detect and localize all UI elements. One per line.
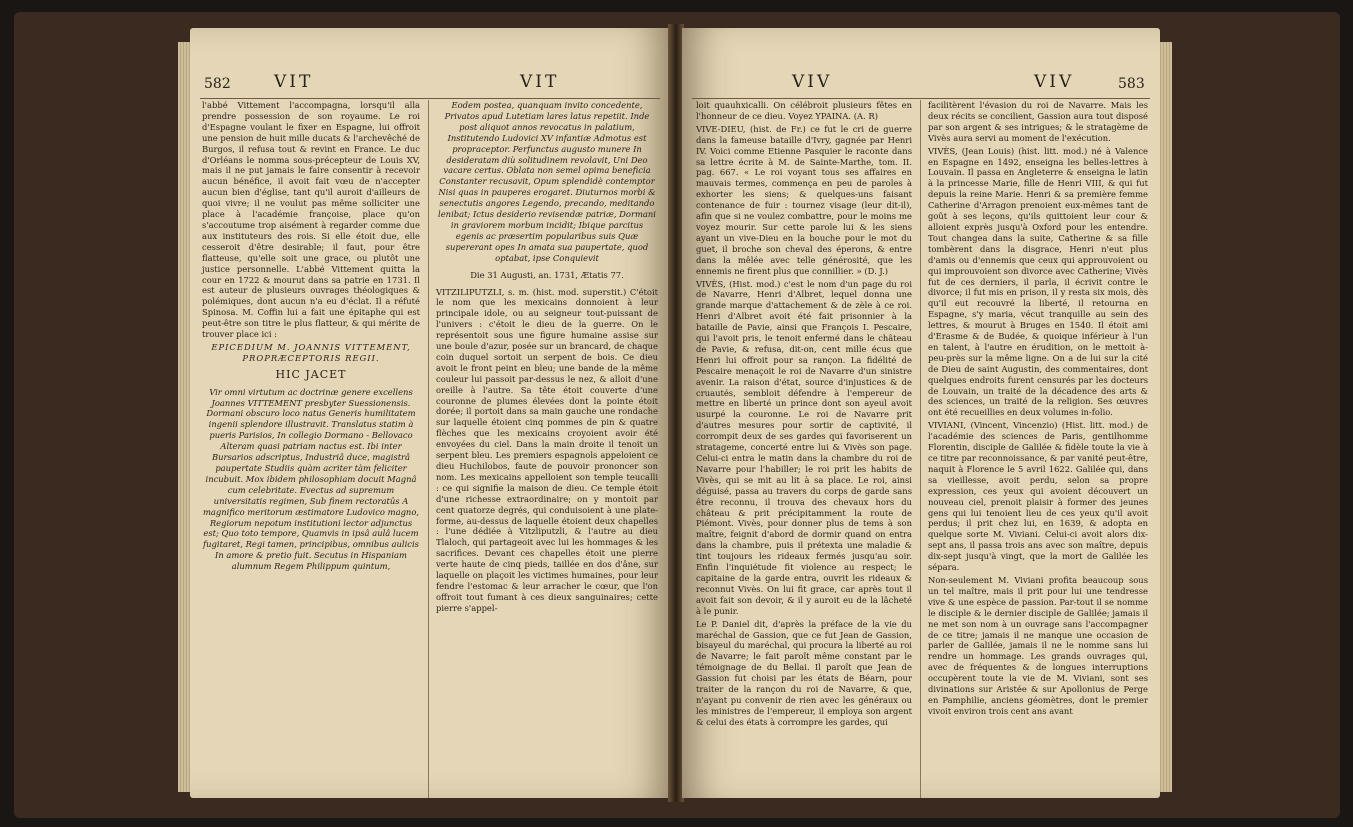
paragraph: VIVÈS, (Jean Louis) (hist. litt. mod.) né à Valence en Espagne en 1492, enseigna les belles-lettres à Louvain. Il passa en Angleterre & enseigna le latin à la princesse Marie, fille de Henri VIII, & qui fut depuis la reine Marie. Henri & sa première femme Catherine d'Arragon prenoient eux-mêmes tant de goût à ses leçons, qu'ils quittoient leur cour & alloient exprès jusqu'à Oxford pour les entendre. Tout changea dans la suite, Catherine & sa fille tombèrent dans la disgrace, Henri n'eut plus d'amis ou d'ennemis que ceux qui approuvoient ou qui improuvoient son divorce avec Catherine; Vivès fut de ces derniers, il parla, il écrivit contre le divorce; il fut mis en prison, il y resta six mois, dès qu'il eut recouvré la liberté, il retourna en Espagne, s'y maria, vécut tranquille au sein des lettres, & mourut à Bruges en 1540. Il étoit ami d'Erasme & de Budée, & quoique inférieur à l'un en talent, à l'autre en érudition, on le mettoit à-peu-près sur la même ligne. On a de lui sur la cité de Dieu de saint Augustin, des commentaires, dont quelques endroits furent censurés par les docteurs de Louvain, un traité de la décadence des arts & des sciences, un traité de la religion. Ses œuvres ont été recueillies en deux volumes in-folio. (928, 145, 1148, 418)
header-rule (692, 98, 1150, 99)
page-number: 582 (204, 76, 231, 92)
page-number: 583 (1118, 76, 1145, 92)
text-column (436, 100, 658, 616)
epitaph-text: Eodem postea, quanquam invito concedente, Privatos apud Lutetiam lares latus repetiit. Inde post aliquot annos revocatus in palatium, Institutendo Ludovici XV infantiæ Admotus est propraceptor. Perfunctus augusto munere In desideratam diù solitudinem revolavit, Uni Deo vacare certus. Oblata non semel opima beneficia Constanter recusavit, Opum splendidè contemptor Nisi quas in pauperes erogaret. Diuturnos morbi & senectutis angores Legendo, precando, meditando lenibat; Ictus desiderio revisendæ patriæ, Dormani in graviorem morbum incidit; Ibique parcitus egenis ac præsertim popularibus suis Quæ supererant opes In amata sua paupertate, quod optabat, ipse Conquievit (438, 100, 656, 263)
running-header: VIV (792, 72, 833, 92)
paragraph: VIVE-DIEU, (hist. de Fr.) ce fut le cri de guerre dans la fameuse bataille d'Ivry, gagnée par Henri IV. Voici comme Etienne Pasquier le raconte dans sa lettre écrite à M. de Sainte-Marthe, tom. II. pag. 667. « Le roi voyant tous ses affaires en mauvais termes, commença en peu de paroles à exhorter les siens; & quelques-uns faisant contenance de fuir : tournez visage (leur dit-il), afin que si ne voulez combattre, pour le moins me voyez mourir. Sur cette parole lui & les siens ayant un vive-Dieu en la bouche pour le mot du guet, il broche son cheval des éperons, & entre dans la mêlée avec telle générosité, que les ennemis ne firent plus que connillier. » (D. J.) (696, 123, 912, 276)
text-column (202, 100, 420, 574)
left-page (190, 28, 670, 798)
header-rule (200, 98, 660, 99)
column-divider (428, 100, 429, 798)
running-header: VIV (1034, 72, 1075, 92)
right-page (682, 28, 1160, 798)
epitaph-text: Vir omni virtutum ac doctrinæ genere excellens Joannes VITTEMENT presbyter Suessionensis. Dormani obscuro loco natus Generis humilitatem ingenii splendore illustravit. Translatus statim à pueris Parisios, In collegio Dormano - Bellovaco Alteram quasi patriam nactus est. Ibi inter Bursarios adscriptus, Industriâ duce, magistrâ paupertate Studiis quàm acriter tàm feliciter incubuit. Mox ibidem philosophiam docuit Magnâ cum celebritate. Evectus ad supremum universitatis regimen, Sub finem rectoratûs A magnifico meritorum æstimatore Ludovico magno, Regiorum nepotum institutioni lector adjunctus est; Quo toto tempore, Quamvis in ipsâ aulâ lucem fugitaret, Regi tamen, principibus, omnibus aulicis In amore & pretio fuit. Secutus in Hispaniam alumnum Regem Philippum quintum, (202, 386, 420, 572)
paragraph: l'abbé Vittement l'accompagna, lorsqu'il alla prendre possession de son royaume. Le roi d'Espagne voulant le fixer en Espagne, lui offroit une pension de huit mille ducats & l'archevêché de Burgos, il refusa tout & revint en France. Le duc d'Orléans le nomma sous-précepteur de Louis XV, mais il ne put jamais le faire consentir à recevoir aucun bénéfice, il avoit fait vœu de n'accepter aucun bien d'église, tant qu'il auroit d'ailleurs de quoi vivre; il ne voulut pas même solliciter une place à l'académie françoise, place qu'on s'accoutume trop aisément à regarder comme due aux instituteurs des rois. Si elle étoit due, elle cesseroit d'être desirable; il faut, pour être flatteuse, qu'elle soit une grace, ou plutôt une justice personnelle. L'abbé Vittement quitta la cour en 1722 & mourut dans sa patrie en 1731. Il est auteur de plusieurs ouvrages théologiques & polémiques, dont aucun n'a eu d'éclat. Il a réfuté Spinosa. M. Coffin lui a fait une épitaphe qui est peut-être son titre le plus flatteur, & qui mérite de trouver place ici : (202, 100, 420, 340)
epitaph-date: Die 31 Augusti, an. 1731, Ætatis 77. (470, 269, 624, 280)
paragraph: VIVÈS, (Hist. mod.) c'est le nom d'un page du roi de Navarre, Henri d'Albret, lequel donna une grande marque d'attachement & de zèle à ce roi. Henri d'Albret avoit été fait prisonnier à la bataille de Pavie, ainsi que François I. Pescaire, qui l'avoit pris, le tenoit enfermé dans le château de Pavie, & refusa, dit-on, cent mille écus que Henri lui offroit pour sa rançon. La fidélité de Pescaire menaçoit le roi de Navarre d'un sinistre avenir. La raison d'état, source d'injustices & de cruautés, sembloit défendre à l'empereur de mettre en liberté un prince dont son ayeul avoit usurpé la couronne. Le roi de Navarre prit d'autres mesures pour sortir de captivité, il corrompit deux de ses gardes qui favoriserent un stratageme, concerté entre lui & Vivès son page. Celui-ci entra le matin dans la chambre du roi de Navarre pour l'habiller; le roi prit les habits de Vivès, qui se mit au lit à sa place. Le roi, ainsi déguisé, passa au travers du corps de garde sans être reconnu, il trouva des chevaux hors du château & prit précipitamment la route de Piémont. Vivès, pour donner plus de tems à son maître, feignit d'abord de dormir quand on entra dans la chambre, puis il prétexta une maladie & tint toujours les rideaux fermés jusqu'au soir. Enfin l'inquiétude fit violence au respect; le capitaine de la garde entra, ouvrit les rideaux & reconnut Vivès. On lui fit grace, car après tout il avoit fait son devoir, & il y auroit eu de la lâcheté à le punir. (696, 278, 912, 616)
running-header: VIT (520, 72, 560, 92)
epitaph-title: HIC JACET (275, 367, 347, 381)
text-column (696, 100, 912, 730)
epitaph-heading: EPICEDIUM M. JOANNIS VITTEMENT, PROPRÆCEPTORIS REGII. (211, 341, 411, 363)
text-column (928, 100, 1148, 719)
paragraph: Le P. Daniel dit, d'après la préface de la vie du maréchal de Gassion, que ce fut Jean de Gassion, bisayeul du maréchal, qui procura la liberté au roi de Navarre; le fait paroît même constant par le témoignage de du Bellai. Il paroît que Jean de Gassion fut choisi par les états de Béarn, pour traiter de la rançon du roi de Navarre, & que, n'ayant pu convenir de rien avec les généraux ou les ministres de l'empereur, il employa son argent & celui des états à corrompre les gardes, qui (696, 618, 912, 727)
page-edges-right (1158, 42, 1172, 792)
paragraph: facilitèrent l'évasion du roi de Navarre. Mais les deux récits se concilient, Gassion aura tout disposé par son argent & ses intrigues; & le stratagème de Vivès aura servi au moment de l'exécution. (928, 100, 1148, 143)
paragraph: loit quauhxicalli. On célébroit plusieurs fêtes en l'honneur de ce dieu. Voyez YPAINA. (A. R) (696, 100, 912, 121)
column-divider (920, 100, 921, 798)
paragraph: VITZILIPUTZLI, s. m. (hist. mod. superstit.) C'étoit le nom que les mexicains donnoient à leur principale idole, ou au seigneur tout-puissant de l'univers : c'étoit le dieu de la guerre. On le représentoit sous une figure humaine assise sur une boule d'azur, posée sur un brancard, de chaque coin duquel sortoit un serpent de bois. Ce dieu avoit le front peint en bleu; une bande de la même couleur lui passoit par-dessus le nez, & alloit d'une oreille à l'autre. Sa tête étoit couverte d'une couronne de plumes élevées dont la pointe étoit dorée; il portoit dans sa main gauche une rondache sur laquelle étoient cinq pommes de pin & quatre flèches que les mexicains croyoient avoir été envoyées du ciel. Dans la main droite il tenoit un serpent bleu. Les premiers espagnols appeloient ce dieu Huchilobos, faute de pouvoir prononcer son nom. Les mexicains appelloient son temple teucalli : ce qui signifie la maison de dieu. Ce temple étoit d'une richesse extraordinaire; on y montoit par cent quatorze degrés, qui conduisoient à une plate-forme, au-dessus de laquelle étoient deux chapelles : l'une dédiée à Vitzliputzli, & l'autre au dieu Tlaloch, qui partageoit avec lui les hommages & les sacrifices. Devant ces chapelles étoit une pierre verte haute de cinq pieds, taillée en dos d'âne, sur laquelle on plaçoit les victimes humaines, pour leur fendre l'estomac & leur arracher le cœur, que l'on offroit tout fumant à ces dieux sanguinaires; cette pierre s'appel- (436, 286, 658, 613)
running-header: VIT (274, 72, 314, 92)
paragraph: Non-seulement M. Viviani profita beaucoup sous un tel maître, mais il prit pour lui une tendresse vive & une espèce de passion. Par-tout il se nomme le disciple & le dernier disciple de Galilée; jamais il ne met son nom à un ouvrage sans l'accompagner de ce titre; jamais il ne manque une occasion de parler de Galilée, jamais il ne le nomme sans lui rendre un hommage. Les grands ouvrages qui, avec de fréquentes & de longues interruptions occupèrent toute la vie de M. Viviani, sont ses divinations sur Aristée & sur Apollonius de Perge en Pamphilie, anciens géomètres, dont le premier vivoit environ trois cent ans avant (928, 574, 1148, 716)
paragraph: VIVIANI, (Vincent, Vincenzio) (Hist. litt. mod.) de l'académie des sciences de Paris, gentilhomme Florentin, disciple de Galilée & fidèle toute la vie à ce titre par reconnoissance, & par vanité peut-être, naquit à Florence le 5 avril 1622. Galilée qui, dans sa vieillesse, avoit perdu, selon sa propre expression, ces yeux qui avoient découvert un nouveau ciel, prenoit plaisir à former des jeunes gens qui lui tenoient lieu de ces yeux qu'il avoit perdus; il prit chez lui, en 1639, & adopta en quelque sorte M. Viviani. Celui-ci avoit alors dix-sept ans, il passa trois ans avec son maître, depuis dix-sept jusqu'à vingt, que la mort de Galilée les sépara. (928, 420, 1148, 573)
